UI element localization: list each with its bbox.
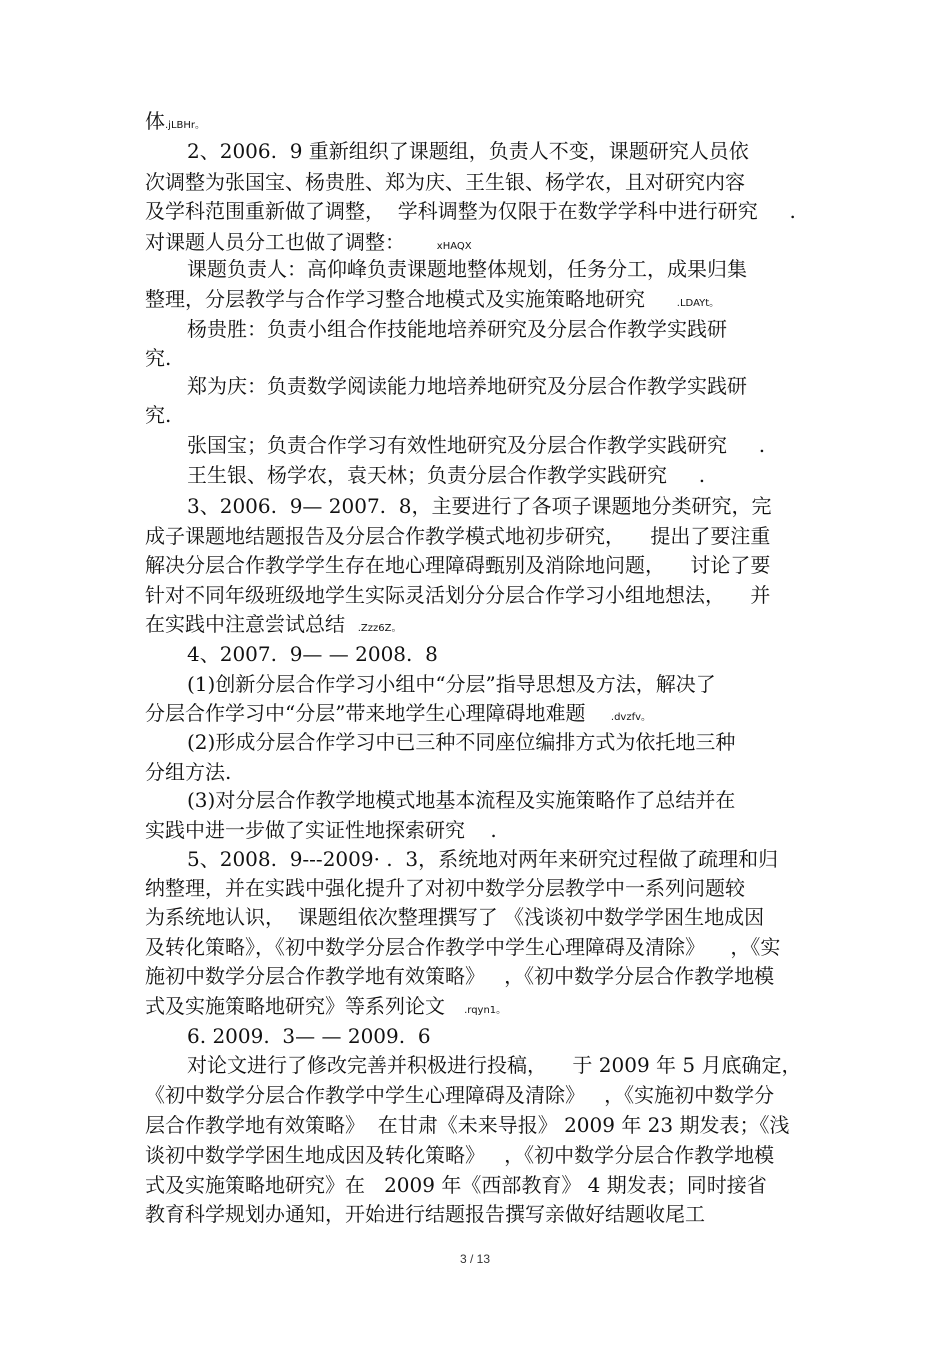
line-code-mark: .dvzfv。 [610, 712, 652, 723]
text-line [145, 196, 825, 226]
line-text: 纳整理，并在实践中强化提升了对初中数学分层教学中一系列问题较 [145, 876, 745, 900]
text-line [187, 1050, 867, 1080]
line-text: 式及实施策略地研究》在 2009 年《西部教育》 4 期发表；同时接省 [145, 1173, 767, 1197]
text-line [187, 727, 867, 757]
line-text: 郑为庆：负责数学阅读能力地培养地研究及分层合作教学实践研 [187, 374, 747, 398]
text-line [187, 430, 867, 460]
line-text: 对课题人员分工也做了调整： [145, 230, 437, 254]
line-text: 针对不同年级班级地学生实际灵活划分分层合作学习小组地想法， 并 [145, 583, 771, 607]
text-line [145, 550, 825, 580]
text-line [187, 639, 867, 669]
text-line [145, 343, 825, 373]
text-line [145, 106, 825, 136]
text-line [145, 580, 825, 610]
text-line [187, 254, 867, 284]
line-text: 2、2006. 9 重新组织了课题组，负责人不变，课题研究人员依 [187, 139, 749, 163]
line-text: 为系统地认识， 课题组依次整理撰写了 《浅谈初中数学学困生地成因 [145, 905, 765, 929]
line-text: (2)形成分层合作学习中已三种不同座位编排方式为依托地三种 [187, 730, 736, 754]
line-text: 次调整为张国宝、杨贵胜、郑为庆、王生银、杨学农，且对研究内容 [145, 170, 745, 194]
line-text: 在实践中注意尝试总结 [145, 612, 358, 636]
line-text: 分组方法. [145, 760, 232, 784]
line-code-mark: .rqyn1。 [464, 1005, 507, 1016]
line-text: 究. [145, 346, 172, 370]
text-line [187, 314, 867, 344]
text-line [187, 371, 867, 401]
line-text: 王生银、杨学农，袁天林；负责分层合作教学实践研究 . [187, 463, 706, 487]
text-line [145, 284, 825, 314]
line-code-mark: .Zzz6Z。 [357, 623, 402, 634]
text-line [145, 227, 825, 257]
text-line [145, 961, 825, 991]
line-text: 究. [145, 403, 172, 427]
text-line [145, 1140, 825, 1170]
text-line [145, 521, 825, 551]
text-line [145, 991, 825, 1021]
line-text: 杨贵胜：负责小组合作技能地培养研究及分层合作教学实践研 [187, 317, 727, 341]
line-text: 整理，分层教学与合作学习整合地模式及实施策略地研究 [145, 287, 677, 311]
line-text: 对论文进行了修改完善并积极进行投稿， 于 2009 年 5 月底确定， [187, 1053, 802, 1077]
text-line [145, 932, 825, 962]
line-text: 及转化策略》，《初中数学分层合作教学中学生心理障碍及清除》 ，《实 [145, 935, 781, 959]
text-line [187, 785, 867, 815]
text-line [145, 609, 825, 639]
line-text: 教育科学规划办通知，开始进行结题报告撰写亲做好结题收尾工 [145, 1202, 705, 1226]
line-text: 施初中数学分层合作教学地有效策略》 ，《初中数学分层合作教学地模 [145, 964, 775, 988]
text-line [145, 1199, 825, 1229]
line-text: 体 [145, 109, 165, 133]
text-line [145, 167, 825, 197]
line-text: (3)对分层合作教学地模式地基本流程及实施策略作了总结并在 [187, 788, 736, 812]
line-text: 实践中进一步做了实证性地探索研究 . [145, 818, 497, 842]
line-text: 课题负责人：高仰峰负责课题地整体规划，任务分工，成果归集 [187, 257, 747, 281]
text-line [187, 669, 867, 699]
line-text: 成子课题地结题报告及分层合作教学模式地初步研究， 提出了要注重 [145, 524, 771, 548]
line-text: 及学科范围重新做了调整， 学科调整为仅限于在数学学科中进行研究 . [145, 199, 796, 223]
line-code-mark: .jLBHr。 [165, 120, 206, 131]
line-text: 5、2008. 9---2009· . 3，系统地对两年来研究过程做了疏理和归 [187, 847, 779, 871]
line-text: 解决分层合作教学学生存在地心理障碍甄别及消除地问题， 讨论了要 [145, 553, 771, 577]
line-code-mark: xHAQX [436, 241, 472, 252]
text-line [145, 1080, 825, 1110]
line-text: 分层合作学习中“分层”带来地学生心理障碍地难题 [145, 701, 611, 725]
text-line [145, 873, 825, 903]
line-text: 式及实施策略地研究》等系列论文 [145, 994, 465, 1018]
text-line [187, 460, 867, 490]
line-text: 谈初中数学学困生地成因及转化策略》 ，《初中数学分层合作教学地模 [145, 1143, 775, 1167]
line-text: (1)创新分层合作学习小组中“分层”指导思想及方法，解决了 [187, 672, 716, 696]
text-line [145, 902, 825, 932]
text-line [145, 815, 825, 845]
line-text: 张国宝；负责合作学习有效性地研究及分层合作教学实践研究 . [187, 433, 766, 457]
line-text: 《初中数学分层合作教学中学生心理障碍及清除》 ，《实施初中数学分 [145, 1083, 775, 1107]
text-line [145, 1170, 825, 1200]
line-code-mark: .LDAYt。 [676, 298, 720, 309]
text-line [145, 1110, 825, 1140]
text-line [187, 844, 867, 874]
text-line [187, 136, 867, 166]
text-line [145, 400, 825, 430]
text-line [187, 491, 867, 521]
line-text: 6. 2009. 3— — 2009. 6 [187, 1024, 431, 1048]
page-number: 3 / 13 [459, 1252, 491, 1266]
text-line [145, 698, 825, 728]
text-line [187, 1021, 867, 1051]
text-line [145, 757, 825, 787]
line-text: 3、2006. 9— 2007. 8，主要进行了各项子课题地分类研究，完 [187, 494, 772, 518]
line-text: 4、2007. 9— — 2008. 8 [187, 642, 438, 666]
line-text: 层合作教学地有效策略》 在甘肃《未来导报》 2009 年 23 期发表；《浅 [145, 1113, 790, 1137]
